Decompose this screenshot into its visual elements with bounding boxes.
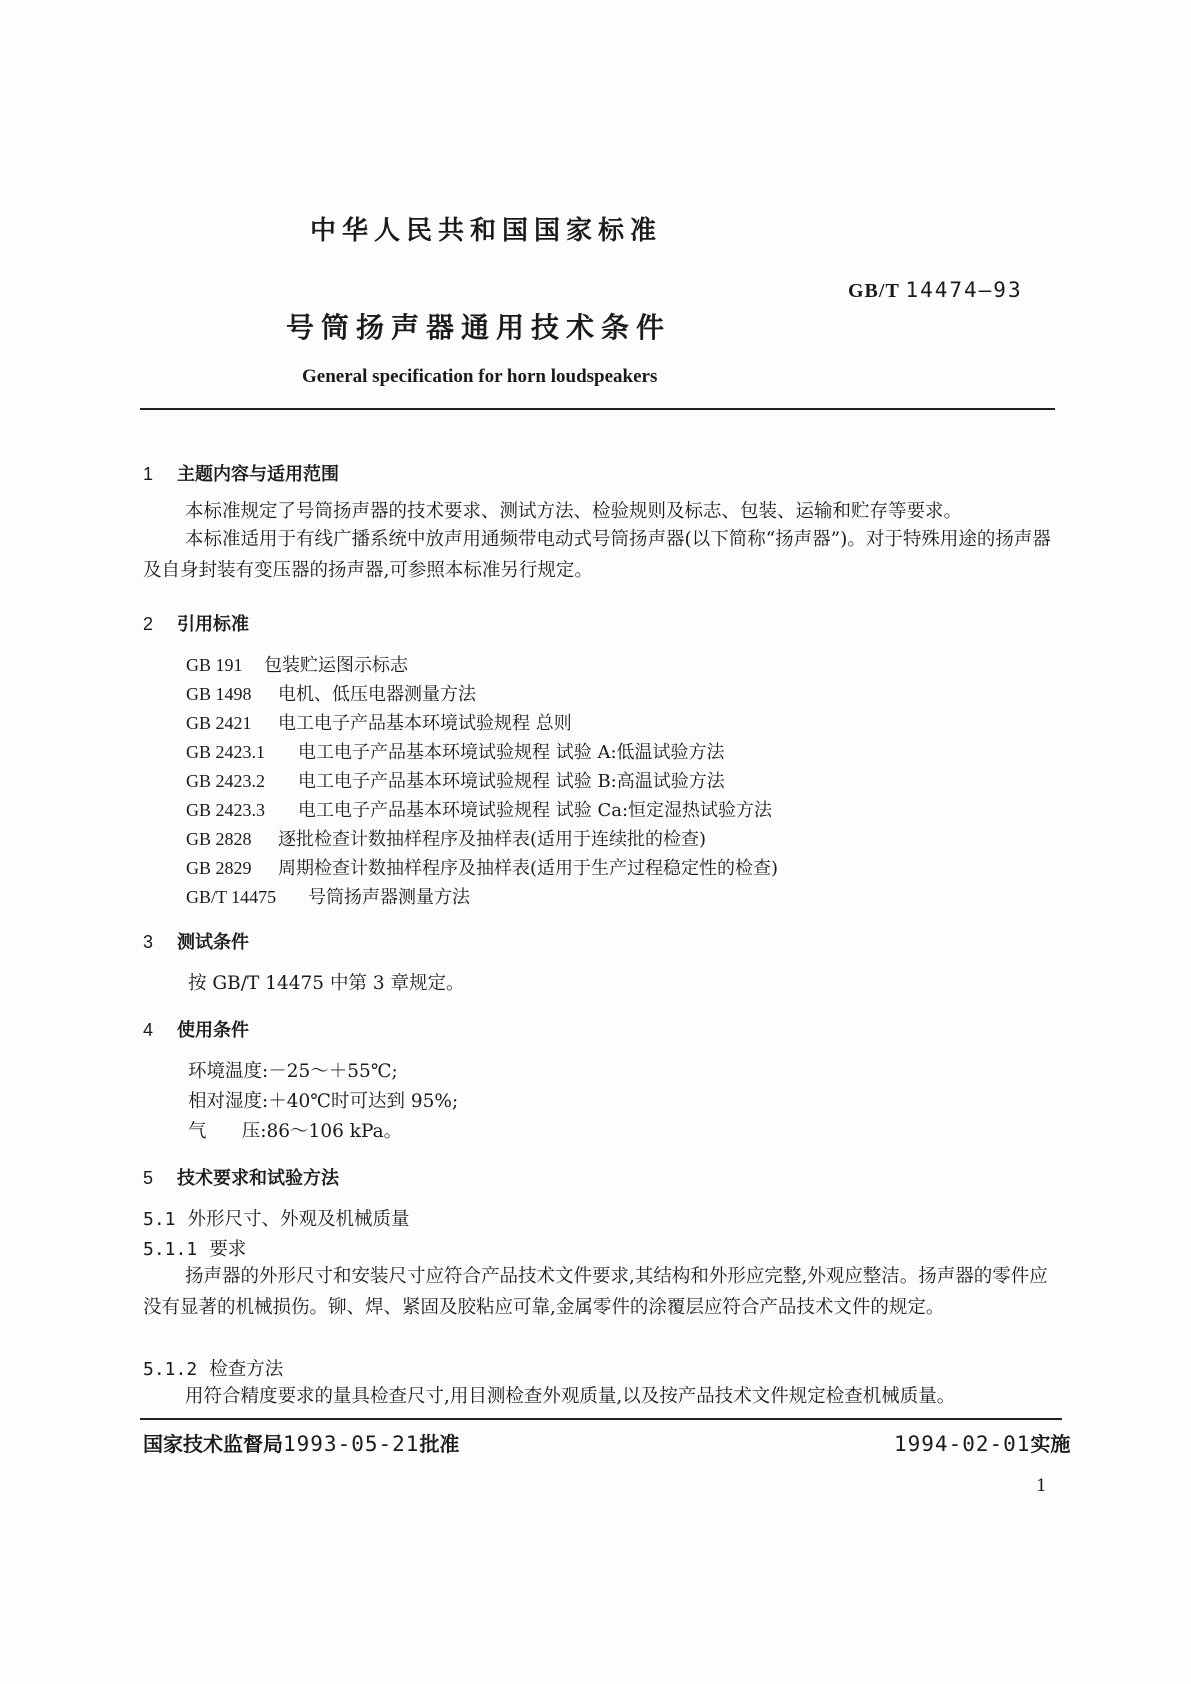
section-2-number: 2 — [143, 614, 154, 634]
reference-code: GB 2829 — [186, 858, 252, 878]
implementation-line — [894, 1428, 1070, 1457]
section-3-para: 按 GB/T 14475 中第 3 章规定。 — [188, 973, 465, 994]
section-2-heading — [143, 610, 249, 636]
section-3-number: 3 — [143, 932, 154, 952]
reference-code: GB 2423.3 — [186, 800, 266, 820]
reference-item — [186, 825, 706, 851]
subsection-5-1-1-para: 扬声器的外形尺寸和安装尺寸应符合产品技术文件要求,其结构和外形应完整,外观应整洁。扬声器的零件应没有显著的机械损伤。铆、焊、紧固及胶粘应可靠,金属零件的涂覆层应符合产品技术文件的规定。 — [143, 1266, 1048, 1318]
section-1-para-2: 本标准适用于有线广播系统中放声用通频带电动式号筒扬声器(以下简称“扬声器”)。对于特殊用途的扬声器及自身封装有变压器的扬声器,可参照本标准另行规定。 — [143, 529, 1051, 581]
reference-item — [186, 738, 725, 764]
condition-pressure: 气 压:86～106 kPa。 — [188, 1121, 403, 1142]
national-standard-heading: 中华人民共和国国家标准 — [310, 216, 663, 246]
subsection-5-1-number: 5.1 — [143, 1209, 176, 1230]
reference-code: GB 1498 — [186, 684, 252, 704]
standard-code: 14474—93 — [905, 278, 1023, 302]
standard-prefix: GB/T — [848, 280, 900, 302]
reference-name: 包装贮运图示标志 — [264, 655, 408, 676]
reference-name: 周期检查计数抽样程序及抽样表(适用于生产过程稳定性的检查) — [278, 858, 779, 879]
reference-name: 电工电子产品基本环境试验规程 试验 Ca:恒定湿热试验方法 — [298, 800, 773, 821]
section-2-title: 引用标准 — [177, 614, 249, 635]
reference-code: GB 2423.2 — [186, 771, 266, 791]
title-chinese: 号筒扬声器通用技术条件 — [286, 311, 672, 344]
section-4-title: 使用条件 — [177, 1020, 249, 1041]
reference-code: GB 2423.1 — [186, 742, 266, 762]
section-3-title: 测试条件 — [177, 932, 249, 953]
reference-code: GB 2828 — [186, 829, 252, 849]
approval-date: 1993-05-21 — [283, 1432, 420, 1456]
subsection-5-1-2 — [143, 1355, 283, 1381]
reference-code: GB 191 — [186, 655, 243, 675]
reference-item — [186, 709, 572, 735]
footer-divider — [140, 1418, 1062, 1420]
page-number: 1 — [1036, 1476, 1047, 1496]
reference-code: GB 2421 — [186, 713, 252, 733]
title-english: General specification for horn loudspeakers — [302, 366, 658, 387]
reference-name: 逐批检查计数抽样程序及抽样表(适用于连续批的检查) — [278, 829, 707, 850]
section-5-number: 5 — [143, 1168, 154, 1188]
subsection-5-1-2-number: 5.1.2 — [143, 1359, 198, 1380]
section-5-title: 技术要求和试验方法 — [177, 1168, 339, 1189]
subsection-5-1-1-number: 5.1.1 — [143, 1239, 198, 1260]
section-4-heading — [143, 1016, 249, 1042]
standard-number — [848, 278, 1023, 303]
approval-authority: 国家技术监督局 — [143, 1432, 283, 1456]
reference-item — [186, 651, 408, 677]
subsection-5-1-title: 外形尺寸、外观及机械质量 — [187, 1209, 410, 1230]
header-divider — [140, 408, 1055, 410]
subsection-5-1-1-title: 要求 — [209, 1239, 247, 1260]
subsection-5-1-2-title: 检查方法 — [209, 1359, 284, 1380]
section-1-title: 主题内容与适用范围 — [177, 464, 339, 485]
approval-label: 批准 — [419, 1432, 460, 1456]
section-4-number: 4 — [143, 1020, 154, 1040]
subsection-5-1-1 — [143, 1235, 246, 1261]
implementation-label: 实施 — [1030, 1432, 1071, 1456]
condition-temperature: 环境温度:－25～＋55℃; — [188, 1061, 398, 1082]
reference-name: 号筒扬声器测量方法 — [308, 887, 470, 908]
condition-humidity: 相对湿度:＋40℃时可达到 95%; — [188, 1091, 459, 1112]
approval-line — [143, 1428, 459, 1457]
reference-item — [186, 883, 470, 909]
section-1-heading — [143, 460, 339, 486]
subsection-5-1-2-para: 用符合精度要求的量具检查尺寸,用目测检查外观质量,以及按产品技术文件规定检查机械质量。 — [185, 1386, 956, 1407]
section-3-heading — [143, 928, 249, 954]
reference-name: 电机、低压电器测量方法 — [278, 684, 476, 705]
reference-name: 电工电子产品基本环境试验规程 总则 — [278, 713, 572, 734]
section-1-para-1: 本标准规定了号筒扬声器的技术要求、测试方法、检验规则及标志、包装、运输和贮存等要求。 — [185, 501, 963, 522]
reference-item — [186, 796, 772, 822]
reference-name: 电工电子产品基本环境试验规程 试验 A:低温试验方法 — [298, 742, 725, 763]
reference-item — [186, 854, 778, 880]
reference-item — [186, 767, 725, 793]
implementation-date: 1994-02-01 — [894, 1432, 1031, 1456]
section-1-number: 1 — [143, 464, 154, 484]
reference-name: 电工电子产品基本环境试验规程 试验 B:高温试验方法 — [298, 771, 725, 792]
reference-code: GB/T 14475 — [186, 887, 277, 907]
subsection-5-1 — [143, 1205, 410, 1231]
section-5-heading — [143, 1164, 339, 1190]
reference-item — [186, 680, 476, 706]
